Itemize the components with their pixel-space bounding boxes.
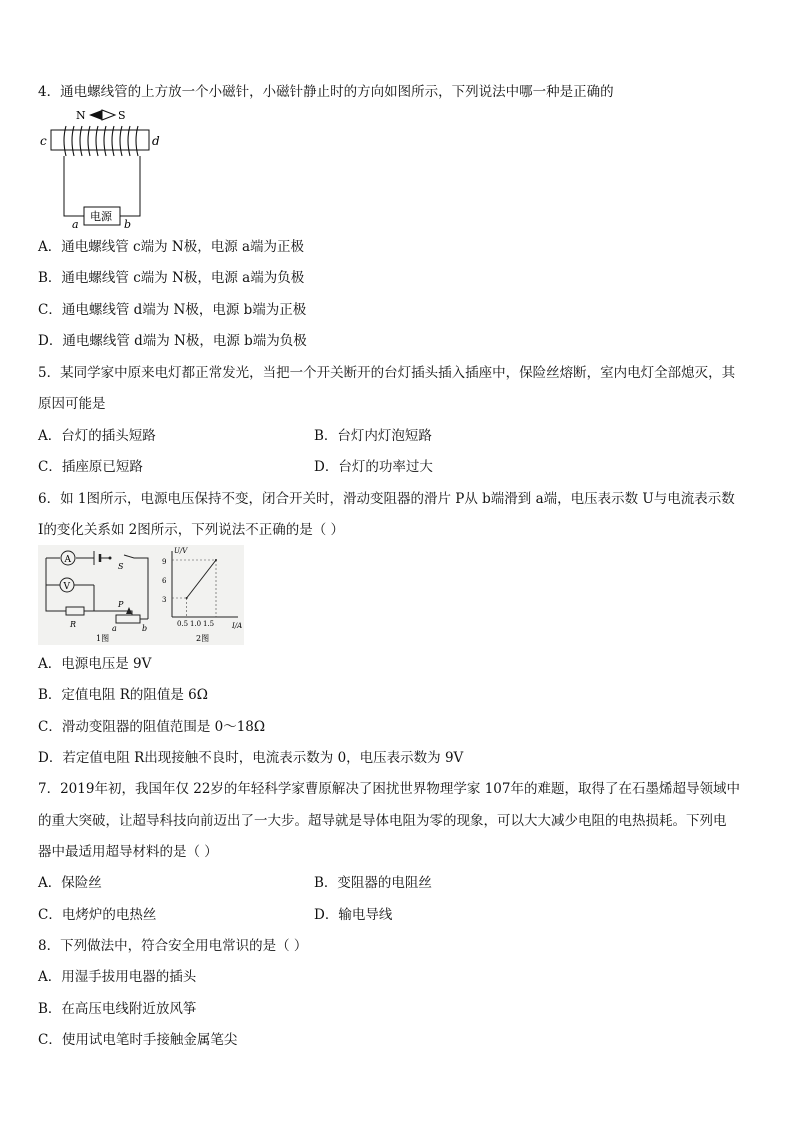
q6-figure [38,545,244,645]
rheostat-b-label: b [142,624,148,633]
q4-stem: 4．通电螺线管的上方放一个小磁针，小磁针静止时的方向如图所示，下列说法中哪一种是正确的 [38,84,614,100]
wire-left [64,156,84,216]
power-source-label: 电源 [90,210,112,223]
q5-option-a: A．台灯的插头短路 [38,428,156,444]
end-c-label: c [40,134,47,148]
q4-option-a: A．通电螺线管 c端为 N极，电源 a端为正极 [38,239,305,255]
needle-south-half [102,110,115,120]
switch-label: S [118,562,124,571]
q5-stem-line1: 5．某同学家中原来电灯都正常发光，当把一个开关断开的台灯插头插入插座中，保险丝熔断，室内电灯全部熄灭，其 [38,365,736,381]
graph-y-tick-9: 9 [162,558,167,566]
caption-2: 2图 [196,634,210,643]
graph-y-tick-6: 6 [162,577,167,585]
data-point [215,559,217,561]
graph-x-tick-1.0: 1.0 [190,620,202,628]
graph-y-tick-3: 3 [162,596,167,604]
rheostat-symbol [116,615,140,623]
source-b-label: b [124,218,132,231]
q7-option-b: B．变阻器的电阻丝 [314,875,432,891]
needle-north-half [89,110,102,120]
switch-terminal [109,557,112,560]
end-d-label: d [152,134,160,148]
q6-option-a: A．电源电压是 9V [38,656,152,672]
caption-1: 1图 [96,634,110,643]
q5-option-c: C．插座原已短路 [38,459,143,475]
q5-stem-line2: 原因可能是 [38,396,106,412]
ammeter-label: A [64,555,71,565]
q6-stem-line2: I的变化关系如 2图所示，下列说法不正确的是（ ） [38,522,345,538]
solenoid-core [51,130,149,150]
q7-option-a: A．保险丝 [38,875,102,891]
slider-p-label: P [118,600,124,609]
graph-x-tick-0.5: 0.5 [177,620,189,628]
resistor-r-label: R [70,620,77,629]
data-point [186,597,188,599]
rheostat-a-label: a [112,624,117,633]
needle-s-label: S [118,109,126,122]
q7-stem-line2: 的重大突破，让超导科技向前迈出了一大步。超导就是导体电阻为零的现象，可以大大减少电阻的电热损耗。下列电 [38,813,727,829]
resistor-r-symbol [66,607,84,615]
q6-option-c: C．滑动变阻器的阻值范围是 0～18Ω [38,719,266,735]
q4-option-c: C．通电螺线管 d端为 N极，电源 b端为正极 [38,302,307,318]
q7-stem-line1: 7．2019年初，我国年仅 22岁的年轻科学家曹原解决了困扰世界物理学家 107年的难题，取得了在石墨烯超导领域中 [38,781,740,797]
q6-stem-line1: 6．如 1图所示，电源电压保持不变，闭合开关时，滑动变阻器的滑片 P从 b端滑到 a端，电压表示数 U与电流表示数 [38,491,735,507]
voltmeter-label: V [63,582,70,592]
q5-option-d: D．台灯的功率过大 [314,459,433,475]
wire-right [120,156,140,216]
q4-option-b: B．通电螺线管 c端为 N极，电源 a端为负极 [38,270,305,286]
q6-option-d: D．若定值电阻 R出现接触不良时，电流表示数为 0，电压表示数为 9V [38,750,464,766]
q7-option-c: C．电烤炉的电热丝 [38,907,157,923]
q7-option-d: D．输电导线 [314,907,393,923]
q6-option-b: B．定值电阻 R的阻值是 6Ω [38,687,208,703]
q4-solenoid-figure [36,104,166,232]
graph-x-tick-1.5: 1.5 [203,620,215,628]
needle-n-label: N [76,109,86,122]
q7-stem-line3: 器中最适用超导材料的是（ ） [38,844,218,860]
q5-option-b: B．台灯内灯泡短路 [314,428,432,444]
q8-stem: 8．下列做法中，符合安全用电常识的是（ ） [38,938,308,954]
source-a-label: a [72,218,79,231]
q8-option-a: A．用湿手拔用电器的插头 [38,969,197,985]
graph-y-axis-label: U/V [174,547,188,555]
q8-option-b: B．在高压电线附近放风筝 [38,1001,197,1017]
q8-option-c: C．使用试电笔时手接触金属笔尖 [38,1032,238,1048]
q4-option-d: D．通电螺线管 d端为 N极，电源 b端为负极 [38,333,307,349]
graph-x-axis-label: I/A [232,622,243,630]
